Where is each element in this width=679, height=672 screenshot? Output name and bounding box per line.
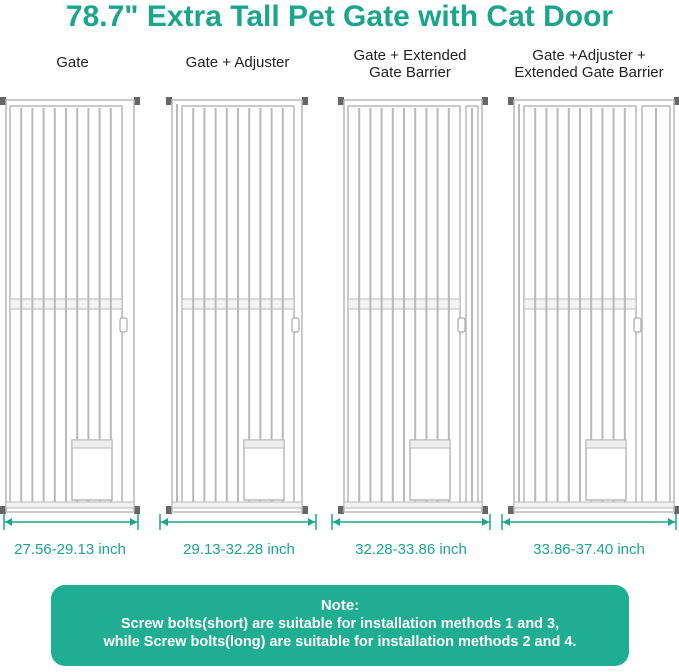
gate-3-bottom-rail <box>344 502 482 508</box>
note-line-1: Screw bolts(short) are suitable for installation methods 1 and 3, <box>120 616 560 632</box>
gate-1-bottom-rail <box>6 502 134 508</box>
gate-3-cat-door-top <box>410 440 450 448</box>
gate-4-bottom-left-bracket <box>508 506 514 514</box>
gate-1-top-right-bracket <box>134 97 140 105</box>
gate-3-latch <box>458 318 465 332</box>
gate-2-arrow-left <box>161 518 168 526</box>
gate-1-arrow-left <box>5 518 12 526</box>
gate-size-4: 33.86-37.40 inch <box>533 541 645 558</box>
gate-size-2: 29.13-32.28 inch <box>183 541 295 558</box>
note-title: Note: <box>320 597 360 614</box>
page-title: 78.7" Extra Tall Pet Gate with Cat Door <box>65 0 614 33</box>
note-box <box>51 585 629 666</box>
gate-4-top-left-bracket <box>508 97 514 105</box>
gate-3-top-right-bracket <box>482 97 488 105</box>
gate-1-bottom-right-bracket <box>134 506 140 514</box>
gate-2-cat-door <box>244 440 284 500</box>
gate-2-bottom-left-bracket <box>166 506 172 514</box>
gate-size-3: 32.28-33.86 inch <box>355 541 467 558</box>
gate-label-1-line1: Gate <box>56 54 89 71</box>
gate-2-arrow-right <box>308 518 315 526</box>
gate-3-bottom-right-bracket <box>482 506 488 514</box>
gate-3-arrow-right <box>482 518 489 526</box>
note-line-2: while Screw bolts(long) are suitable for installation methods 2 and 4. <box>103 634 577 650</box>
gate-label-3-line2: Gate Barrier <box>369 64 451 81</box>
gate-label-2-line1: Gate + Adjuster <box>185 54 290 71</box>
gate-3-arrow-left <box>333 518 340 526</box>
gate-4-cat-door <box>586 440 626 500</box>
gate-label-4-line1: Gate +Adjuster + <box>532 47 646 64</box>
gate-1-cat-door <box>72 440 112 500</box>
gate-3-cat-door <box>410 440 450 500</box>
gate-3-top-left-bracket <box>338 97 344 105</box>
gate-4-latch <box>634 318 641 332</box>
gate-1-latch <box>120 318 127 332</box>
gate-4-arrow-left <box>503 518 510 526</box>
gate-1-top-left-bracket <box>0 97 6 105</box>
gate-2-bottom-right-bracket <box>302 506 308 514</box>
gate-label-4-line2: Extended Gate Barrier <box>514 64 664 81</box>
gate-2-bottom-rail <box>172 502 302 508</box>
gate-1-arrow-right <box>130 518 137 526</box>
gate-3-bottom-left-bracket <box>338 506 344 514</box>
gate-4-cat-door-top <box>586 440 626 448</box>
gate-1-cat-door-top <box>72 440 112 448</box>
gate-1-bottom-left-bracket <box>0 506 6 514</box>
gate-4-bottom-rail <box>514 502 674 508</box>
gate-2-latch <box>292 318 299 332</box>
gate-2-top-right-bracket <box>302 97 308 105</box>
gate-2-top-left-bracket <box>166 97 172 105</box>
gate-4-arrow-right <box>668 518 675 526</box>
gate-size-1: 27.56-29.13 inch <box>14 541 126 558</box>
gate-label-3-line1: Gate + Extended <box>353 47 467 64</box>
gate-2-cat-door-top <box>244 440 284 448</box>
